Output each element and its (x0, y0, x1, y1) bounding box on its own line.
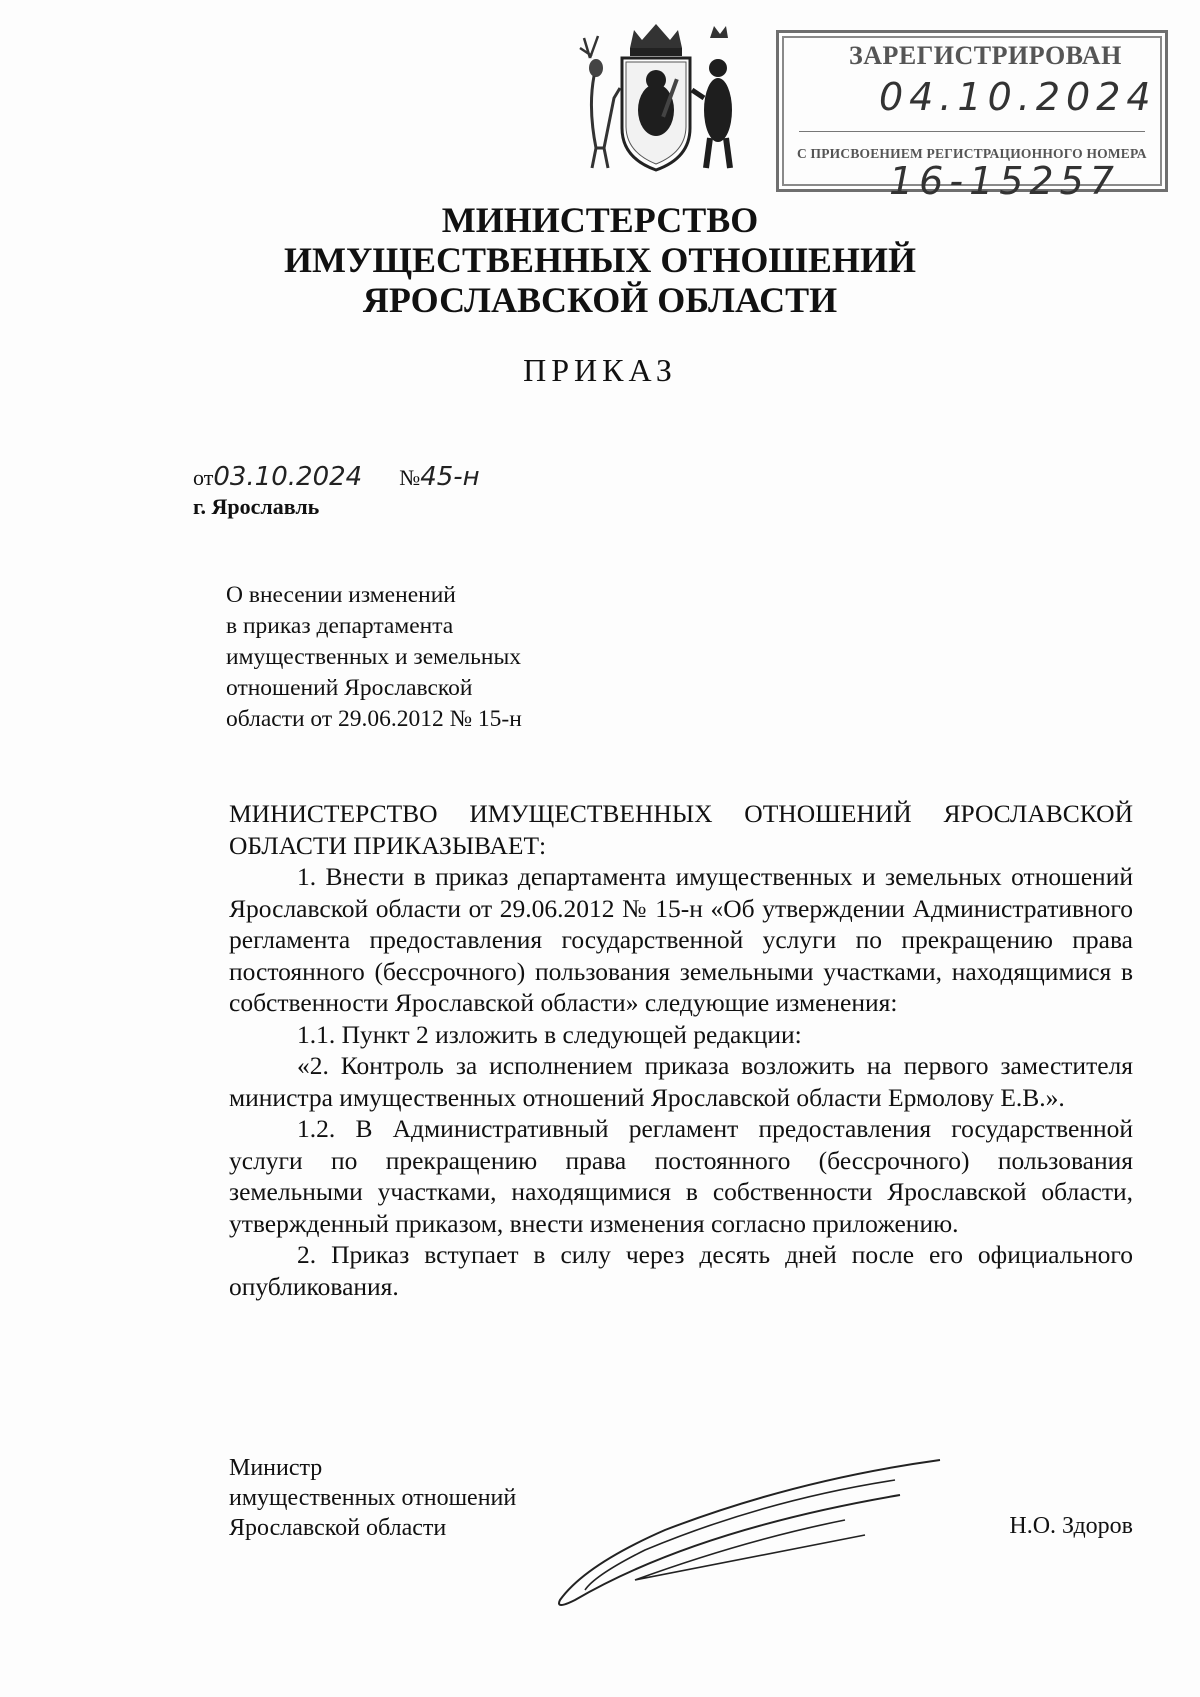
stamp-subtitle: С ПРИСВОЕНИЕМ РЕГИСТРАЦИОННОГО НОМЕРА (797, 146, 1147, 161)
signer-name: Н.О. Здоров (1009, 1513, 1133, 1539)
stamp-date: 04.10.2024 (879, 75, 1157, 119)
stamp-number: 16-15257 (889, 159, 1120, 203)
coat-of-arms-emblem (570, 18, 742, 178)
order-date: 03.10.2024 (213, 462, 363, 492)
document-type-title: ПРИКАЗ (523, 352, 677, 388)
body-item-1-1-text: «2. Контроль за исполнением приказа возложить на первого заместителя министра имущественных отношений Ярославской области Ермолову Е.В.». (229, 1051, 1133, 1112)
date-prefix: от (193, 465, 214, 490)
subject-line: в приказ департамента (226, 613, 454, 639)
stamp-title: ЗАРЕГИСТРИРОВАН (849, 41, 1122, 70)
order-body (229, 798, 1133, 1302)
subject-line: области от 29.06.2012 № 15-н (226, 706, 522, 732)
registration-stamp (776, 30, 1168, 203)
handwritten-signature (545, 1440, 965, 1620)
body-item-1: 1. Внести в приказ департамента имущественных и земельных отношений Ярославской области от 29.06.2012 № 15-н «Об утверждении Административного регламента предоставления государственной услуги по прекращению права постоянного (бессрочного) пользования земельными участками, находящимися в собственности Ярославской области» следующие изменения: (229, 862, 1133, 1017)
ministry-line-2: ИМУЩЕСТВЕННЫХ ОТНОШЕНИЙ (284, 240, 916, 280)
subject-line: отношений Ярославской (226, 675, 473, 701)
position-line: Министр (229, 1455, 323, 1481)
order-city: г. Ярославль (193, 494, 320, 519)
body-item-2: 2. Приказ вступает в силу через десять дней после его официального опубликования. (229, 1240, 1133, 1301)
subject-line: имущественных и земельных (226, 644, 521, 670)
body-preamble: МИНИСТЕРСТВО ИМУЩЕСТВЕННЫХ ОТНОШЕНИЙ ЯРОСЛАВСКОЙ ОБЛАСТИ ПРИКАЗЫВАЕТ: (229, 799, 1133, 860)
order-subject (226, 580, 626, 735)
ministry-line-1: МИНИСТЕРСТВО (441, 200, 759, 240)
order-date-number (193, 462, 480, 492)
ministry-line-3: ЯРОСЛАВСКОЙ ОБЛАСТИ (362, 280, 838, 320)
position-line: имущественных отношений (229, 1485, 517, 1511)
number-prefix: № (399, 465, 421, 490)
body-item-1-2: 1.2. В Административный регламент предоставления государственной услуги по прекращению права постоянного (бессрочного) пользования земельными участками, находящимися в собственности Ярославской области, утвержденный приказом, внести изменения согласно приложению. (229, 1114, 1133, 1238)
subject-line: О внесении изменений (226, 582, 456, 608)
ministry-header (0, 200, 1200, 320)
stamp-divider (799, 131, 1145, 132)
order-number: 45-н (420, 462, 480, 492)
position-line: Ярославской области (229, 1515, 447, 1541)
signer-position (229, 1453, 516, 1543)
body-item-1-1: 1.1. Пункт 2 изложить в следующей редакции: (297, 1019, 802, 1049)
